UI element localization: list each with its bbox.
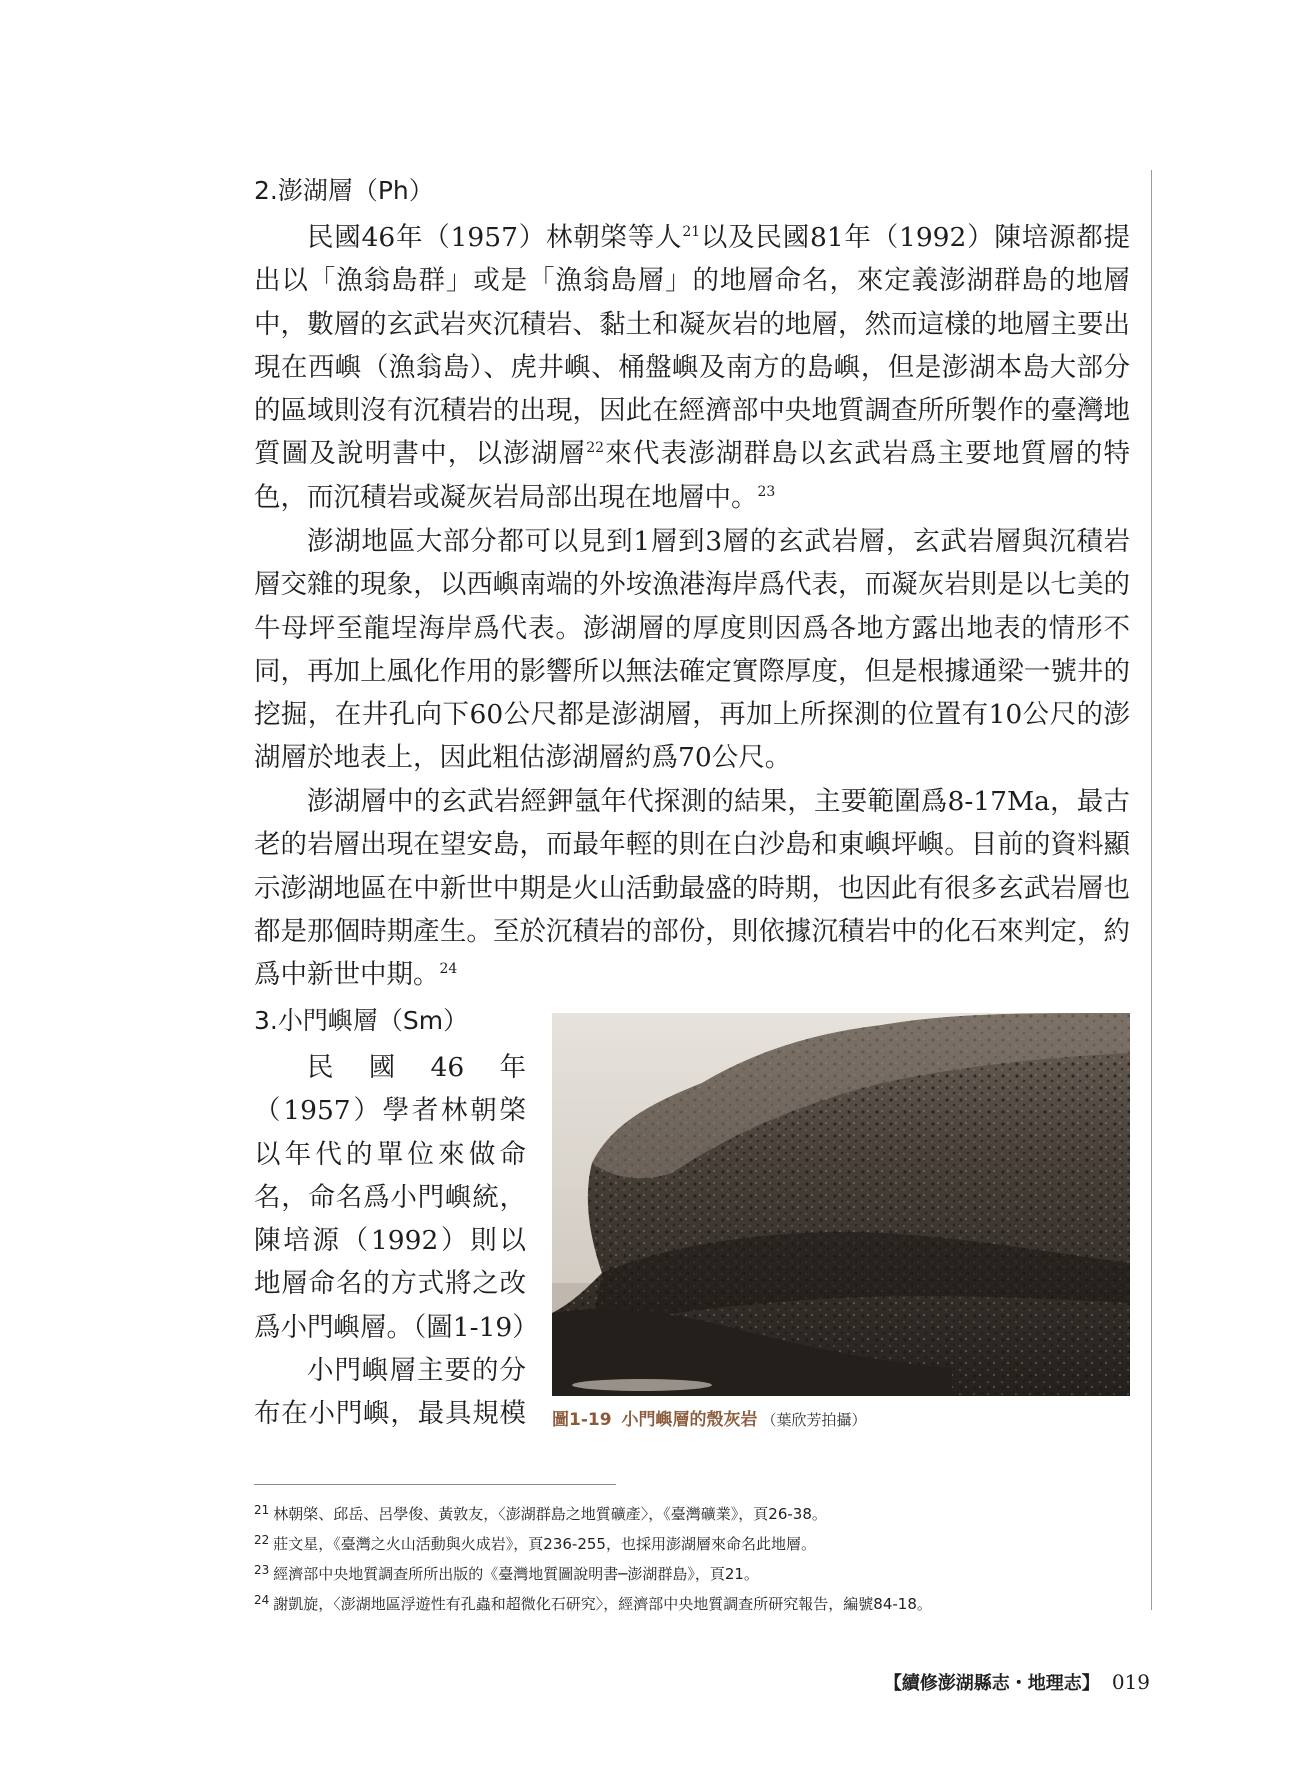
paragraph-penghu-naming [254,216,1130,519]
footnote-number: 21 [254,1503,270,1517]
footnote-text: 莊文星，《臺灣之火山活動與火成岩》，頁236-255，也採用澎湖層來命名此地層。 [273,1535,816,1553]
running-footer [884,1669,1150,1695]
footnote-ref-23[interactable]: 23 [757,483,776,500]
footnote-22 [254,1527,1134,1557]
footnote-21 [254,1497,1134,1527]
footnote-number: 23 [254,1563,270,1577]
figure-photo-shell-limestone [552,1013,1130,1396]
footnotes [254,1497,1134,1617]
footnote-23 [254,1557,1134,1587]
paragraph-penghu-thickness: 澎湖地區大部分都可以見到1層到3層的玄武岩層，玄武岩層與沉積岩層交雜的現象，以西嶼南端的外垵漁港海岸爲代表，而凝灰岩則是以七美的牛母坪至龍埕海岸爲代表。澎湖層的厚度則因爲各地方露出地表的情形不同，再加上風化作用的影響所以無法確定實際厚度，但是根據通梁一號井的挖掘，在井孔向下60公尺都是澎湖層，再加上所探測的位置有10公尺的澎湖層於地表上，因此粗估澎湖層約爲70公尺。 [254,526,1130,774]
margin-rule [1151,170,1152,1610]
footnote-24 [254,1587,1134,1617]
footnote-text: 謝凱旋，〈澎湖地區浮遊性有孔蟲和超微化石研究〉，經濟部中央地質調查所研究報告，編號84-18。 [273,1595,932,1613]
paragraph-xiaomen-distribution: 小門嶼層主要的分布在小門嶼，最具規模 [254,1355,526,1430]
text-run: 民國46年（1957）林朝棨等人 [307,222,683,253]
footnote-text: 經濟部中央地質調查所所出版的《臺灣地質圖說明書─澎湖群島》，頁21。 [273,1565,759,1583]
text-run: 來代表澎湖群島以玄武岩爲主要地質層的特色，而沉積岩或凝灰岩局部出現在地層中。 [254,438,1131,513]
book-title: 【續修澎湖縣志・地理志】 [883,1673,1100,1694]
figure-caption [552,1405,867,1430]
footnote-ref-24[interactable]: 24 [439,961,458,978]
footnote-number: 24 [254,1593,270,1607]
paragraph-xiaomen-naming: 民國46年（1957）學者林朝棨以年代的單位來做命名，命名爲小門嶼統，陳培源（1992）則以地層命名的方式將之改爲小門嶼層。（圖1-19） [254,1052,539,1343]
rock-photo-illustration [552,1013,1130,1396]
footnote-ref-22[interactable]: 22 [586,440,605,457]
text-run: 以及民國81年（1992）陳培源都提出以「漁翁島群」或是「漁翁島層」的地層命名，來定義澎湖群島的地層中，數層的玄武岩夾沉積岩、黏土和凝灰岩的地層，然而這樣的地層主要出現在西嶼（漁翁島）、虎井嶼、桶盤嶼及南方的島嶼，但是澎湖本島大部分的區域則沒有沉積岩的出現，因此在經濟部中央地質調查所所製作的臺灣地質圖及說明書中，以澎湖層 [254,222,1130,470]
section-heading-xiaomen-formation: 3.小門嶼層（Sm） [254,1006,469,1035]
figure-title: 小門嶼層的殼灰岩 [621,1410,758,1430]
section-heading-penghu-formation: 2.澎湖層（Ph） [254,176,434,205]
text-run: 澎湖層中的玄武岩經鉀氬年代探測的結果，主要範圍爲8-17Ma，最古老的岩層出現在望安島，而最年輕的則在白沙島和東嶼坪嶼。目前的資料顯示澎湖地區在中新世中期是火山活動最盛的時期，也因此有很多玄武岩層也都是那個時期產生。至於沉積岩的部份，則依據沉積岩中的化石來判定，約爲中新世中期。 [254,786,1130,991]
figure-credit: （葉欣芳拍攝） [761,1411,867,1429]
footnote-number: 22 [254,1533,270,1547]
page-number: 019 [1111,1670,1150,1694]
paragraph-penghu-age [254,780,1130,996]
footnote-ref-21[interactable]: 21 [682,224,701,240]
footnote-divider [254,1484,616,1485]
figure-number: 圖1-19 [552,1410,612,1430]
footnote-text: 林朝棨、邱岳、呂學俊、黃敦友，〈澎湖群島之地質礦產〉，《臺灣礦業》，頁26-38。 [273,1505,827,1523]
